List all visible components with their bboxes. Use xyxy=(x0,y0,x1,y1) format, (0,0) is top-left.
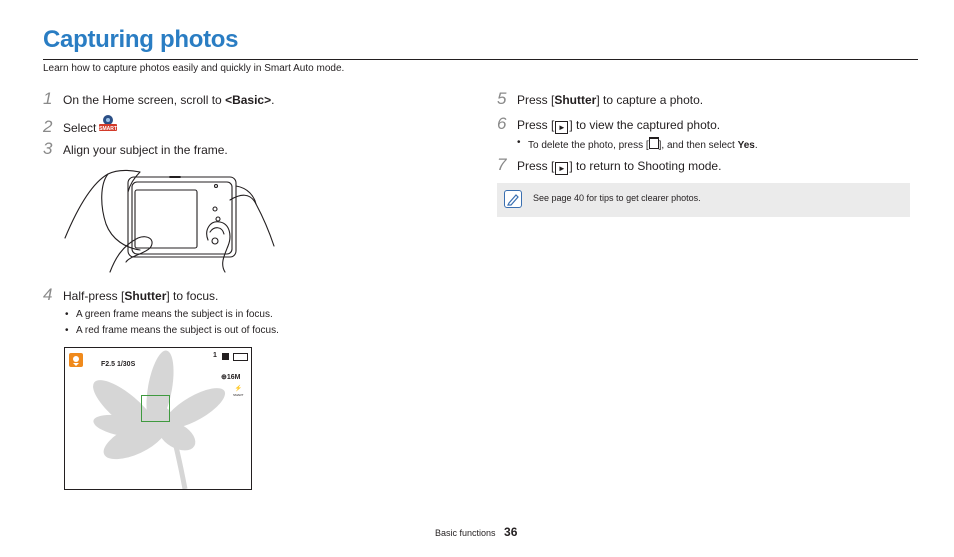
step-3 xyxy=(43,139,228,159)
step-1 xyxy=(43,89,274,109)
step-number: 6 xyxy=(497,114,507,133)
exposure-readout: F2.5 1/30S xyxy=(101,361,136,368)
step-2 xyxy=(43,114,118,137)
trash-icon xyxy=(649,137,659,149)
step-number: 1 xyxy=(43,89,53,108)
step-number: 3 xyxy=(43,139,53,158)
step-text: Align your subject in the frame. xyxy=(63,143,228,157)
title-rule xyxy=(43,59,918,60)
playback-icon: ► xyxy=(555,121,568,134)
step-text: Select xyxy=(63,121,97,135)
footer-section: Basic functions xyxy=(435,528,496,538)
step-number: 2 xyxy=(43,117,53,136)
bullet-focus-red: • A red frame means the subject is out of focus. xyxy=(76,325,279,336)
step-5 xyxy=(497,89,703,109)
step-6 xyxy=(497,114,720,134)
step-number: 7 xyxy=(497,155,507,174)
step-text: Press [ ► ] to view the captured photo. xyxy=(517,118,721,132)
page-title: Capturing photos xyxy=(43,26,239,53)
step-4 xyxy=(43,285,218,305)
zoom-size-icon: ⊕16M xyxy=(221,374,241,381)
battery-icon xyxy=(233,353,248,361)
scene-mode-icon xyxy=(69,353,83,367)
memory-card-icon xyxy=(222,353,229,360)
tip-note xyxy=(497,183,910,217)
step-text: Press [ ► ] to return to Shooting mode. xyxy=(517,159,722,173)
camera-hands-illustration xyxy=(60,164,276,276)
flash-icon: ⚡ SMART xyxy=(233,386,244,397)
step-text: Press [Shutter] to capture a photo. xyxy=(517,93,704,107)
step-text: Half-press [Shutter] to focus. xyxy=(63,289,219,303)
camera-screen-preview xyxy=(64,347,252,490)
note-pencil-icon xyxy=(504,190,522,208)
page-footer xyxy=(435,525,517,539)
page-number: 36 xyxy=(504,525,518,539)
step-text: On the Home screen, scroll to <Basic>. xyxy=(63,93,275,107)
playback-icon: ► xyxy=(555,162,568,175)
page-subtitle: Learn how to capture photos easily and quickly in Smart Auto mode. xyxy=(43,63,345,74)
step-number: 5 xyxy=(497,89,507,108)
bullet-focus-green: • A green frame means the subject is in focus. xyxy=(76,309,273,320)
shot-count: 1 xyxy=(213,352,217,359)
focus-frame xyxy=(141,395,170,422)
note-text: See page 40 for tips to get clearer photos. xyxy=(533,193,701,203)
smart-auto-icon xyxy=(98,114,118,130)
bullet-delete-photo: • To delete the photo, press [ ], and then select Yes. xyxy=(528,137,758,151)
step-7 xyxy=(497,155,721,175)
step-number: 4 xyxy=(43,285,53,304)
svg-text:SMART: SMART xyxy=(99,125,118,132)
